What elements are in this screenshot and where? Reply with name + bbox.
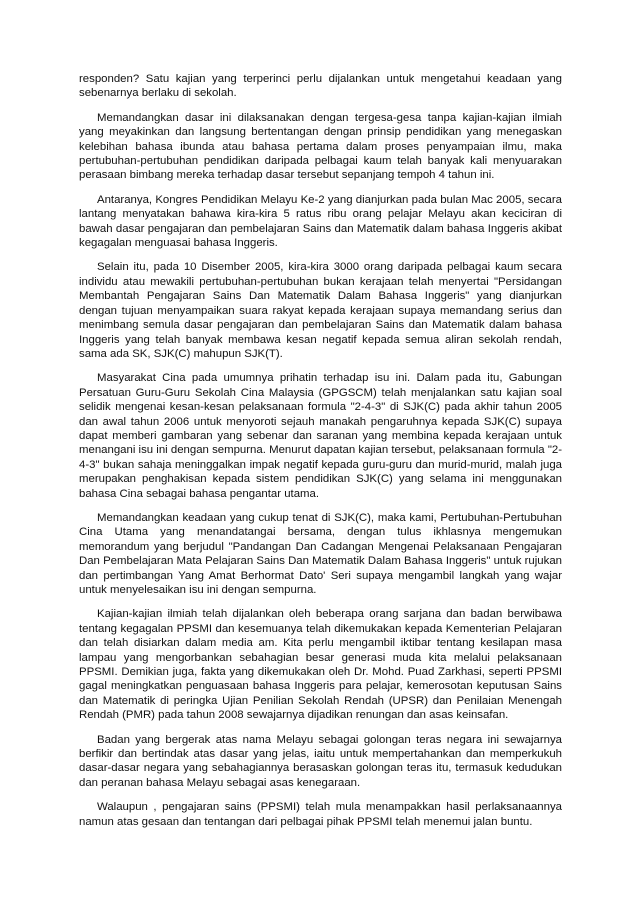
paragraph-4: Selain itu, pada 10 Disember 2005, kira-kira 3000 orang daripada pelbagai kaum secara individu atau mewakili pertubuhan-pertubuhan bukan kerajaan telah menyertai "Persidangan Membantah Pengajaran Sains Dan Matematik Dalam Bahasa Inggeris" yang dianjurkan dengan tujuan menyampaikan suara rakyat kepada kerajaan supaya memandang serius dan menimbang semula dasar pengajaran dan pembelajaran Sains dan Matematik dalam bahasa Inggeris yang telah banyak membawa kesan negatif kepada semua aliran sekolah rendah, sama ada SK, SJK(C) mahupun SJK(T). <box>79 261 562 360</box>
paragraph-6: Memandangkan keadaan yang cukup tenat di SJK(C), maka kami, Pertubuhan-Pertubuhan Cina Utama yang menandatangai bersama, dengan tulus ikhlasnya mengemukan memorandum yang berjudul "Pandangan Dan Cadangan Mengenai Pelaksanaan Pengajaran Dan Pembelajaran Mata Pelajaran Sains Dan Matematik Dalam Bahasa Inggeris" untuk rujukan dan pertimbangan Yang Amat Berhormat Dato' Seri supaya mengambil langkah yang wajar untuk menyelesaikan isu ini dengan sempurna. <box>79 511 562 596</box>
paragraph-8: Badan yang bergerak atas nama Melayu sebagai golongan teras negara ini sewajarnya berfikir dan bertindak atas dasar yang jelas, iaitu untuk mempertahankan dan memperkukuh dasar-dasar negara yang sebahagiannya berasaskan golongan teras itu, termasuk kedudukan dan peranan bahasa Melayu sebagai asas kenegaraan. <box>79 733 562 789</box>
paragraph-9: Walaupun , pengajaran sains (PPSMI) telah mula menampakkan hasil perlaksanaannya namun atas gesaan dan tentangan dari pelbagai pihak PPSMI telah menemui jalan buntu. <box>79 801 562 828</box>
paragraph-3: Antaranya, Kongres Pendidikan Melayu Ke-2 yang dianjurkan pada bulan Mac 2005, secara lantang menyatakan bahawa kira-kira 5 ratus ribu orang pelajar Melayu akan keciciran di bawah dasar pengajaran dan pembelajaran Sains dan Matematik dalam bahasa Inggeris akibat kegagalan menguasai bahasa Inggeris. <box>79 193 562 250</box>
paragraph-5: Masyarakat Cina pada umumnya prihatin terhadap isu ini. Dalam pada itu, Gabungan Persatuan Guru-Guru Sekolah Cina Malaysia (GPGSCM) telah menjalankan satu kajian soal selidik mengenai kesan-kesan pelaksanaan formula "2-4-3" di SJK(C) pada akhir tahun 2005 dan awal tahun 2006 untuk menyoroti sejauh manakah pengaruhnya kepada SJK(C) supaya dapat memberi gambaran yang sebenar dan saranan yang membina kepada kerajaan untuk menangani isu ini dengan sempurna. Menurut dapatan kajian tersebut, pelaksanaan formula "2-4-3" bukan sahaja meninggalkan impak negatif kepada guru-guru dan murid-murid, malah juga merupakan penghakisan kepada sistem pendidikan SJK(C) yang selama ini menggunakan bahasa Cina sebagai bahasa pengantar utama. <box>79 372 562 500</box>
paragraph-2: Memandangkan dasar ini dilaksanakan dengan tergesa-gesa tanpa kajian-kajian ilmiah yang meyakinkan dan langsung bertentangan dengan prinsip pendidikan yang menegaskan kelebihan bahasa ibunda atau bahasa pertama dalam proses penyampaian ilmu, maka pertubuhan-pertubuhan pendidikan daripada pelbagai kaum telah banyak kali menyuarakan perasaan bimbang mereka terhadap dasar tersebut sepanjang tempoh 4 tahun ini. <box>79 111 562 182</box>
paragraph-7: Kajian-kajian ilmiah telah dijalankan oleh beberapa orang sarjana dan badan berwibawa tentang kegagalan PPSMI dan kesemuanya telah dikemukakan kepada Kementerian Pelajaran dan telah disiarkan dalam media am. Kita perlu mengambil iktibar tentang kesilapan masa lampau yang mengorbankan sebahagian besar generasi muda kita melalui pelaksanaan PPSMI. Demikian juga, fakta yang dikemukakan oleh Dr. Mohd. Puad Zarkhasi, seperti PPSMI gagal meningkatkan penguasaan bahasa Inggeris para pelajar, kemerosotan keputusan Sains dan Matematik di peringka Ujian Penilian Sekolah Rendah (UPSR) dan Penilaian Menengah Rendah (PMR) pada tahun 2008 sewajarnya dijadikan renungan dan asas keinsafan. <box>79 608 562 722</box>
paragraph-1: responden? Satu kajian yang terperinci perlu dijalankan untuk mengetahui keadaan yang sebenarnya berlaku di sekolah. <box>79 73 562 100</box>
document-page <box>79 72 562 839</box>
